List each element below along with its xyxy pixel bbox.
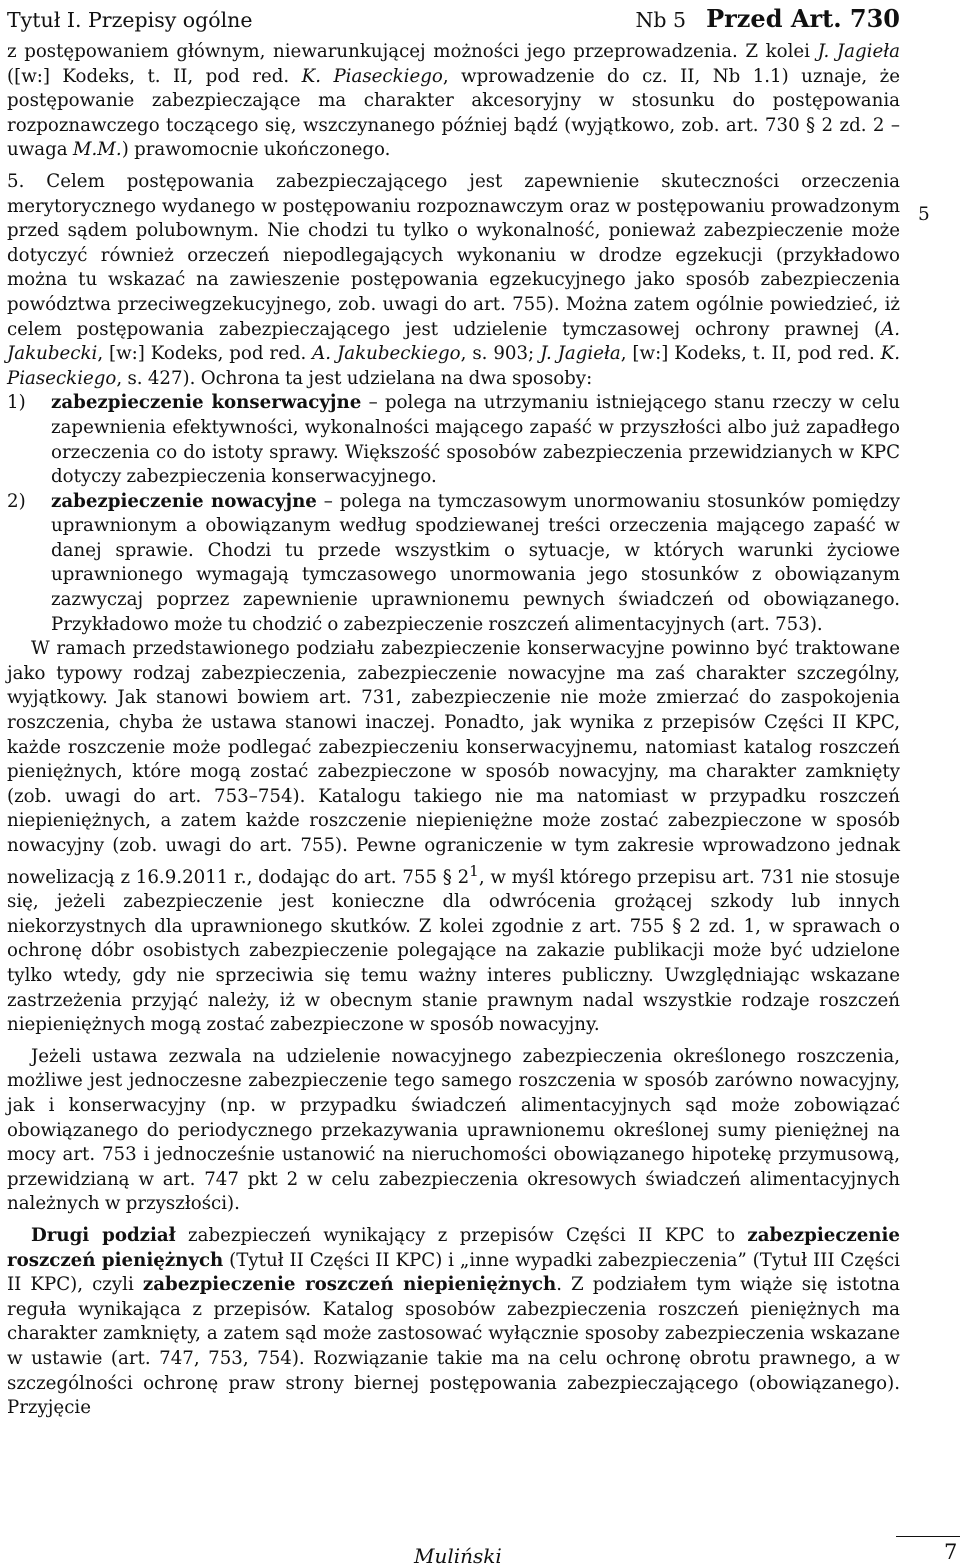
italic-name: K. Piaseckiego (301, 65, 443, 87)
italic-name: J. Jagieła (540, 343, 621, 365)
margin-number: 5 (918, 204, 930, 225)
paragraph-body: Jeżeli ustawa zezwala na udzielenie nowacyjnego zabezpieczenia określonego roszczenia, możliwe jest jednoczesne zabezpieczenie tego samego roszczenia w sposób zarówno nowacyjny, jak i konserwacyjny (np. w przypadku świadczeń alimentacyjnych sąd może zobowiązać obowiązanego do periodycznego przekazywania uprawnionemu określonej sumy pieniężnej na mocy art. 753 i jednocześnie ustanowić na nieruchomości obowiązanego hipotekę przymusową, przewidzianą w art. 747 pkt 2 w celu zabezpieczenia okresowych świadczeń alimentacyjnych należnych w przyszłości). (7, 1045, 900, 1215)
bold-term: Drugi podział (31, 1224, 176, 1246)
header-article: Przed Art. 730 (706, 4, 900, 33)
bold-term: zabezpieczenie roszczeń niepieniężnych (142, 1274, 557, 1296)
italic-name: A. Jakubecki (7, 318, 900, 365)
italic-name: J. Jagieła (817, 41, 900, 62)
header-nb: Nb 5 (635, 8, 687, 32)
italic-name: A. Jakubeckiego (312, 343, 461, 365)
main-text (7, 40, 900, 1421)
italic-name: M.M. (72, 139, 122, 161)
list-text: zabezpieczenie nowacyjne – polega na tymczasowym unormowaniu stosunków pomiędzy uprawnionym a obowiązanym według spodziewanej treści orzeczenia mającego zapaść w danej sprawie. Chodzi tu przede wszystkim o sytuacje, w których warunki życiowe uprawnionego wymagają tymczasowego unormowania jego stosunków z obowiązanym zazwyczaj poprzez zapewnienie uprawnionemu pewnych świadczeń od obowiązanego. Przykładowo może tu chodzić o zabezpieczenie roszczeń alimentacyjnych (art. 753). (51, 490, 901, 635)
bold-term: zabezpieczenie nowacyjne (51, 490, 317, 512)
footer-divider (896, 1536, 960, 1537)
header-title: Tytuł I. Przepisy ogólne (7, 8, 253, 32)
running-header (7, 4, 900, 32)
list-item (7, 490, 900, 638)
italic-name: K. Piaseckiego (7, 343, 900, 389)
bold-term: zabezpieczenie roszczeń pieniężnych (7, 1224, 900, 1271)
paragraph-body: W ramach przedstawionego podziału zabezpieczenie konserwacyjne powinno być traktowane jako typowy rodzaj zabezpieczenia, zabezpieczenie nowacyjne ma zaś charakter szczególny, wyjątkowy. Jak stanowi bowiem art. 731, zabezpieczenie nie może zmierzać do zaspokojenia roszczenia, chyba że ustawa stanowi inaczej. Ponadto, jak wynika z przepisów Części II KPC, każde roszczenie może podlegać zabezpieczeniu konserwacyjnemu, natomiast katalog roszczeń pieniężnych, które mogą zostać zabezpieczone w sposób nowacyjny, ma charakter zamknięty (zob. uwagi do art. 753–754). Katalogu takiego nie ma natomiast w przypadku roszczeń niepieniężnych, a zatem każde roszczenie niepieniężne może zostać zabezpieczone w sposób nowacyjny (zob. uwagi do art. 755). Pewne ograniczenie w tym zakresie wprowadzono jednak nowelizacją z 16.9.2011 r., dodając do art. 755 § $2^1$, w myśl którego przepisu art. 731 nie stosuje się, jeżeli zabezpieczenie jest konieczne dla odwrócenia grożącej szkody lub innych niekorzystnych dla uprawnionego skutków. Z kolei zgodnie z art. 755 § 2 zd. 1, w sprawach o ochronę dóbr osobistych zabezpieczenie polegające na zakazie publikacji może być udzielone tylko wtedy, gdy nie sprzeciwia się temu ważny interes publiczny. Uwzględniając wskazane zastrzeżenia przyjąć należy, iż w obecnym stanie prawnym nadal wszystkie rodzaje roszczeń niepieniężnych mogą zostać zabezpieczone w sposób nowacyjny. (7, 638, 900, 1036)
paragraph-body: Drugi podział zabezpieczeń wynikający z przepisów Części II KPC to zabezpieczenie roszczeń pieniężnych (Tytuł II Części II KPC) i „inne wypadki zabezpieczenia” (Tytuł III Części II KPC), czyli zabezpieczenie roszczeń niepieniężnych. Z podziałem tym wiąże się istotna reguła wynikająca z przepisów. Katalog sposobów zabezpieczenia roszczeń pieniężnych ma charakter zamknięty, a zatem sąd może zastosować wyłącznie sposoby zabezpieczenia wskazane w ustawie (art. 747, 753, 754). Rozwiązanie takie ma na celu ochronę obrotu prawnego, a w szczególności ochronę praw strony biernej postępowania zabezpieczającego (obowiązanego). Przyjęcie (7, 1224, 900, 1419)
paragraph-5: 5. Celem postępowania zabezpieczającego jest zapewnienie skuteczności orzeczenia merytorycznego wydanego w postępowaniu rozpoznawczym oraz w postępowaniu prowadzonym przed sądem polubownym. Nie chodzi tu tylko o wykonalność, ponieważ zabezpieczenie może dotyczyć również orzeczeń niepodlegających wykonaniu w drodze egzekucji (przykładowo można tu wskazać na zawieszenie postępowania egzekucyjnego jako sposób zabezpieczenia powództwa przeciwegzekucyjnego, zob. uwagi do art. 755). Można zatem ogólnie powiedzieć, iż celem postępowania zabezpieczającego jest udzielenie tymczasowej ochrony prawnej (A. Jakubecki, [w:] Kodeks, pod red. A. Jakubeckiego, s. 903; J. Jagieła, [w:] Kodeks, t. II, pod red. K. Piaseckiego, s. 427). Ochrona ta jest udzielana na dwa sposoby: (7, 170, 900, 389)
paragraph-intro: z postępowaniem głównym, niewarunkującej możności jego przeprowadzenia. Z kolei J. Jagieła ([w:] Kodeks, t. II, pod red. K. Piaseckiego, wprowadzenie do cz. II, Nb 1.1) uznaje, że postępowanie zabezpieczające ma charakter akcesoryjny w stosunku do postępowania rozpoznawczego toczącego się, wszczynanego później bądź (wyjątkowo, zob. art. 730 § 2 zd. 2 – uwaga M.M.) prawomocnie ukończonego. (7, 41, 900, 161)
list-item (7, 391, 900, 489)
list-number: 2) (7, 490, 26, 512)
list-text: zabezpieczenie konserwacyjne – polega na utrzymaniu istniejącego stanu rzeczy w celu zapewnienia efektywności, wykonalności mającego zapaść w przyszłości albo już zapadłego orzeczenia co do istoty sprawy. Większość sposobów zabezpieczenia przewidzianych w KPC dotyczy zabezpieczenia konserwacyjnego. (51, 392, 900, 488)
bold-term: zabezpieczenie konserwacyjne (51, 392, 362, 414)
page-number: 7 (944, 1540, 958, 1564)
list-number: 1) (7, 392, 26, 414)
footer-author: Muliński (414, 1544, 502, 1568)
superscript: 1 (469, 861, 479, 880)
